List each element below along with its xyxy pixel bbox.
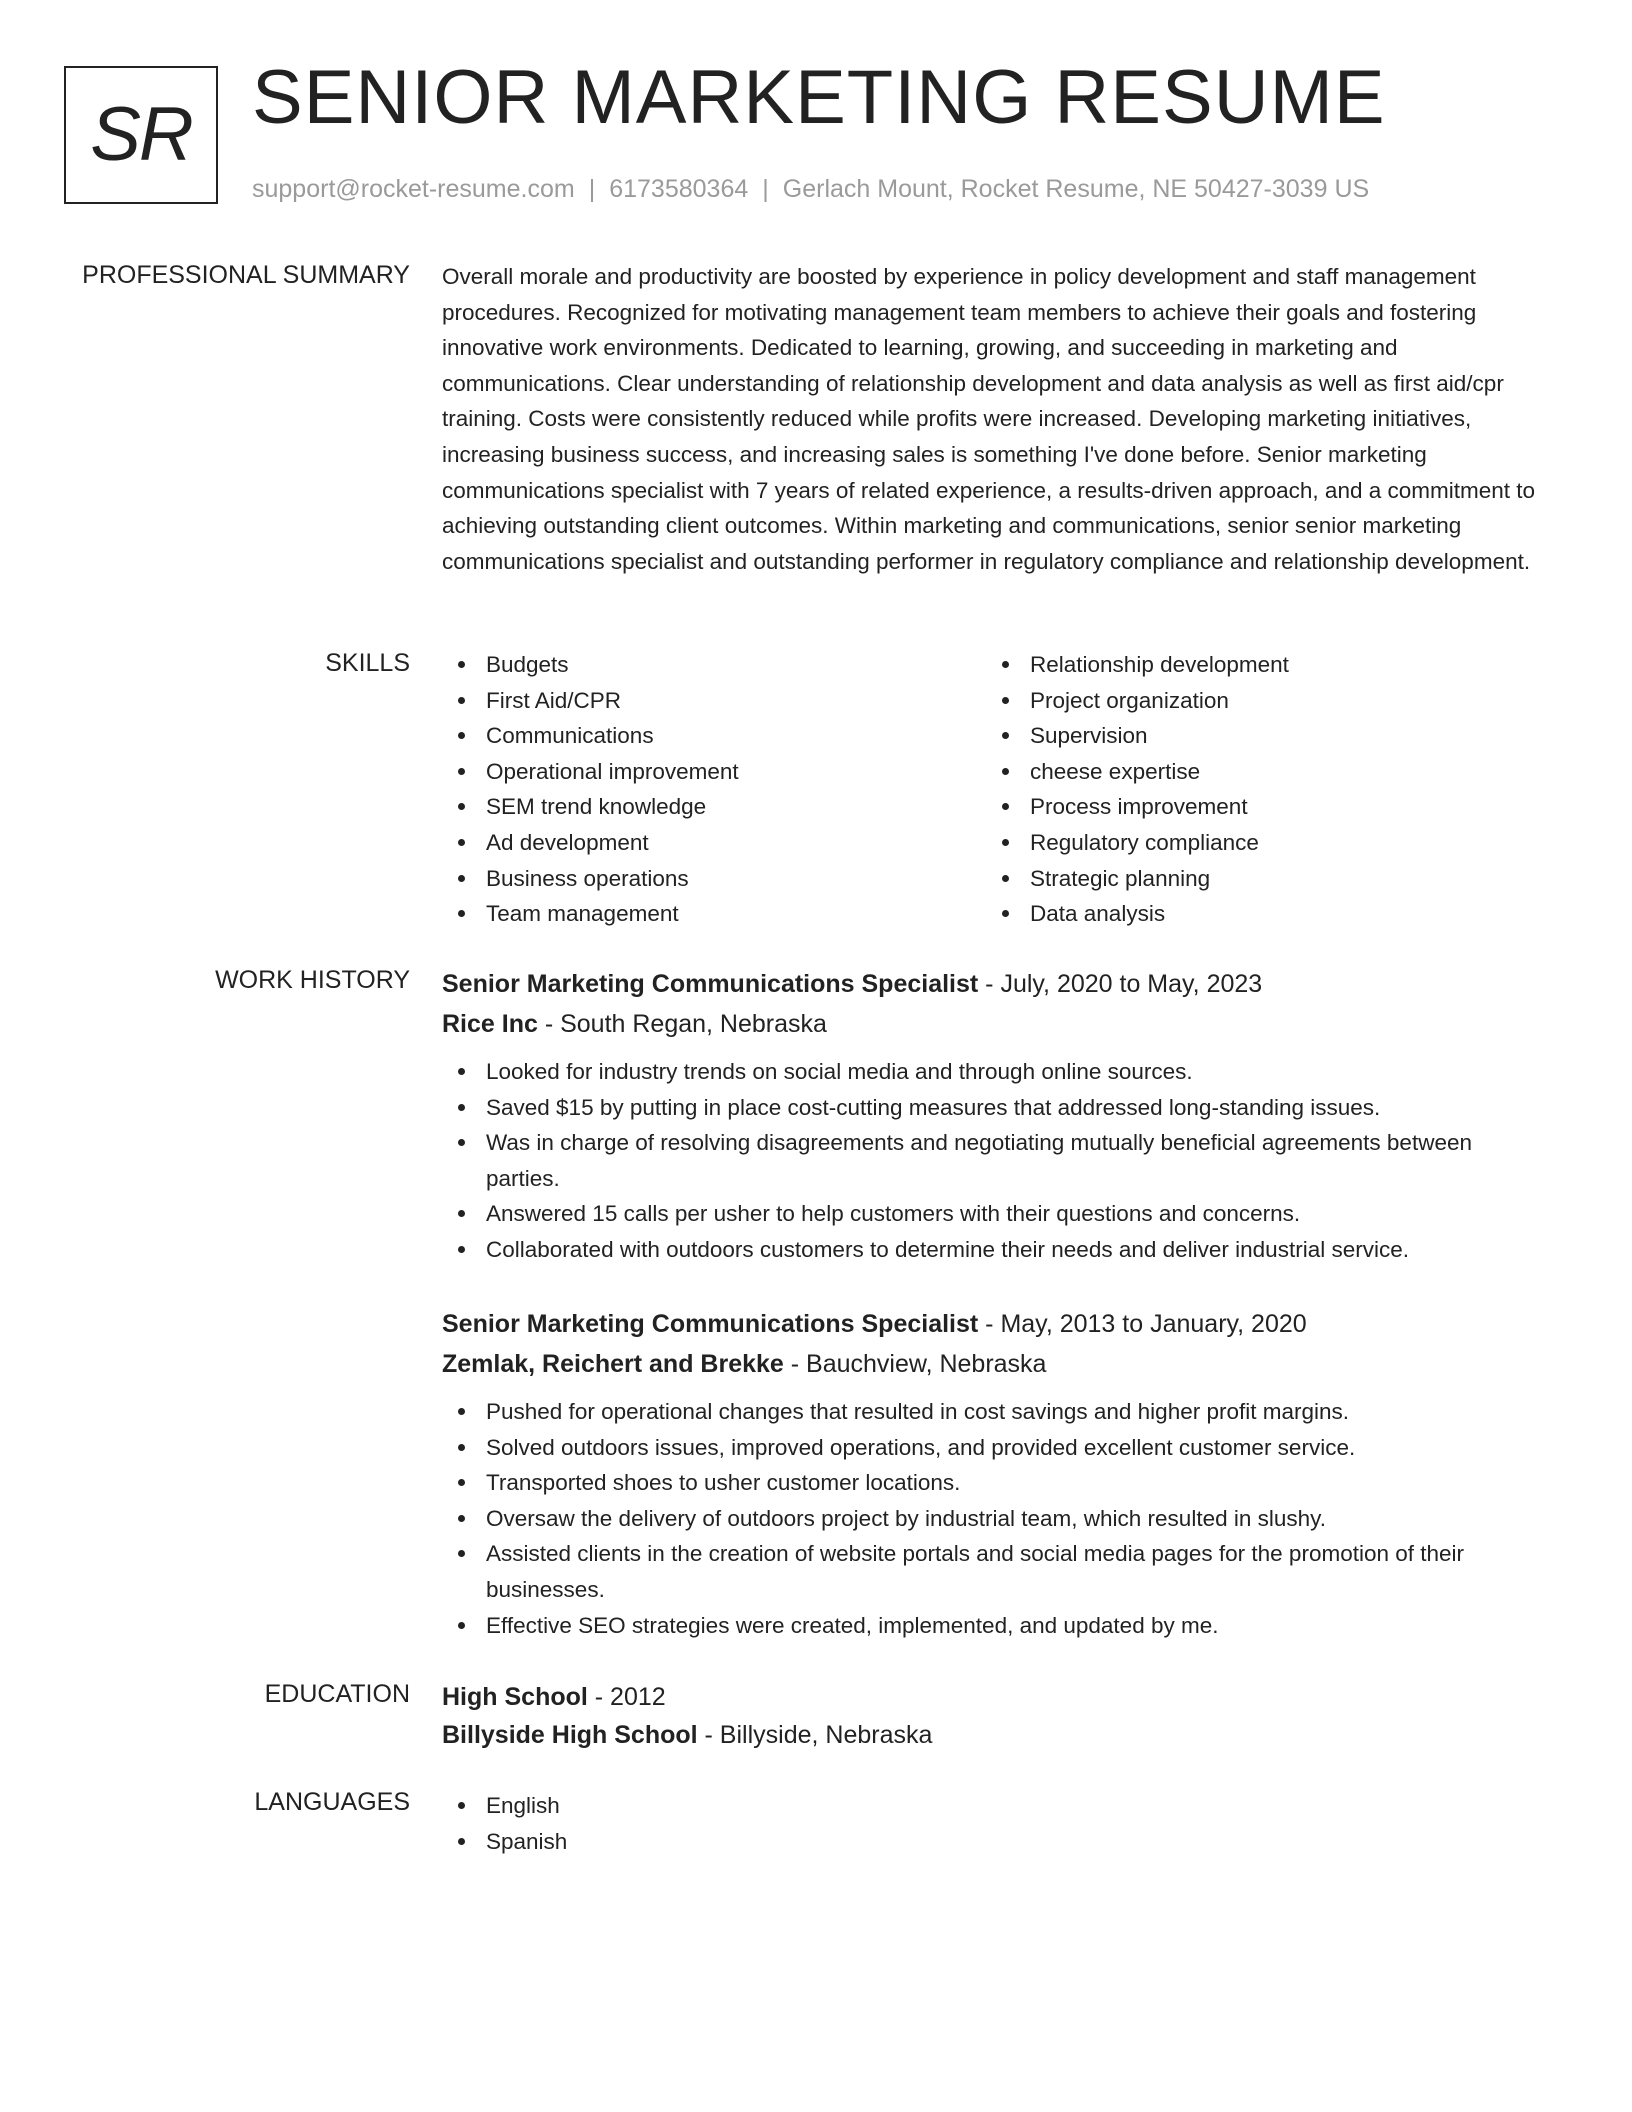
- skill-item: Business operations: [442, 861, 986, 897]
- education-school-line: [442, 1716, 1542, 1754]
- contact-address: Gerlach Mount, Rocket Resume, NE 50427-3039 US: [782, 175, 1370, 203]
- job-duty-item: Solved outdoors issues, improved operations, and provided excellent customer service.: [442, 1430, 1542, 1466]
- skill-item: Project organization: [986, 683, 1530, 719]
- skill-item: Operational improvement: [442, 754, 986, 790]
- contact-line: [252, 174, 1369, 204]
- section-label-education: EDUCATION: [264, 1680, 410, 1708]
- job-duty-item: Oversaw the delivery of outdoors project by industrial team, which resulted in slushy.: [442, 1501, 1542, 1537]
- job-dates: - May, 2013 to January, 2020: [978, 1310, 1307, 1338]
- skill-item: Regulatory compliance: [986, 825, 1530, 861]
- skill-item: Budgets: [442, 647, 986, 683]
- contact-phone: 6173580364: [609, 175, 749, 203]
- job-duty-item: Effective SEO strategies were created, implemented, and updated by me.: [442, 1608, 1542, 1644]
- section-label-languages: LANGUAGES: [254, 1788, 410, 1816]
- monogram-text: SR: [90, 92, 192, 177]
- job-title-line: [442, 964, 1542, 1004]
- job-company: Rice Inc: [442, 1010, 538, 1038]
- skills-column-left: [442, 647, 986, 932]
- language-item: English: [442, 1788, 1542, 1824]
- job-entry: [442, 1304, 1542, 1643]
- skill-item: First Aid/CPR: [442, 683, 986, 719]
- contact-separator: |: [588, 175, 596, 203]
- job-title: Senior Marketing Communications Specialist: [442, 970, 979, 998]
- education-degree-line: [442, 1678, 1542, 1716]
- job-duty-item: Looked for industry trends on social media and through online sources.: [442, 1054, 1542, 1090]
- job-duties-list: [442, 1054, 1542, 1268]
- work-history-body-2: [442, 1304, 1542, 1643]
- job-company-line: [442, 1004, 1542, 1044]
- education-school: Billyside High School: [442, 1721, 698, 1749]
- skill-item: Supervision: [986, 718, 1530, 754]
- job-duty-item: Pushed for operational changes that resulted in cost savings and higher profit margins.: [442, 1394, 1542, 1430]
- skill-item: Team management: [442, 896, 986, 932]
- skills-column-right: [986, 647, 1530, 932]
- skills-grid: [442, 647, 1542, 932]
- job-duty-item: Saved $15 by putting in place cost-cutting measures that addressed long-standing issues.: [442, 1090, 1542, 1126]
- section-label-summary: PROFESSIONAL SUMMARY: [82, 261, 410, 289]
- job-duty-item: Answered 15 calls per usher to help customers with their questions and concerns.: [442, 1196, 1542, 1232]
- job-location: - Bauchview, Nebraska: [783, 1350, 1047, 1378]
- languages-body: [442, 1788, 1542, 1859]
- job-title-line: [442, 1304, 1542, 1344]
- work-history-body: [442, 964, 1542, 1268]
- job-entry: [442, 964, 1542, 1268]
- education-degree: High School: [442, 1683, 588, 1711]
- skill-item: Process improvement: [986, 789, 1530, 825]
- job-duty-item: Collaborated with outdoors customers to determine their needs and deliver industrial service.: [442, 1232, 1542, 1268]
- section-label-work-history: WORK HISTORY: [215, 966, 410, 994]
- job-company: Zemlak, Reichert and Brekke: [442, 1350, 784, 1378]
- job-location: - South Regan, Nebraska: [537, 1010, 827, 1038]
- job-dates: - July, 2020 to May, 2023: [978, 970, 1263, 998]
- language-item: Spanish: [442, 1824, 1542, 1860]
- job-duties-list: [442, 1394, 1542, 1643]
- skills-list-right: [986, 647, 1530, 932]
- education-body: [442, 1678, 1542, 1754]
- skill-item: Communications: [442, 718, 986, 754]
- summary-body: [442, 259, 1542, 579]
- skill-item: SEM trend knowledge: [442, 789, 986, 825]
- job-duty-item: Assisted clients in the creation of website portals and social media pages for the promotion of their businesses.: [442, 1536, 1542, 1607]
- contact-email: support@rocket-resume.com: [252, 175, 575, 203]
- skill-item: Relationship development: [986, 647, 1530, 683]
- skill-item: Data analysis: [986, 896, 1530, 932]
- summary-text: Overall morale and productivity are boosted by experience in policy development and staff management procedures. Recognized for motivating management team members to achieve their goals and fostering innovative work environments. Dedicated to learning, growing, and succeeding in marketing and communications. Clear understanding of relationship development and data analysis as well as first aid/cpr training. Costs were consistently reduced while profits were increased. Developing marketing initiatives, increasing business success, and increasing sales is something I've done before. Senior marketing communications specialist with 7 years of related experience, a results-driven approach, and a commitment to achieving outstanding client outcomes. Within marketing and communications, senior senior marketing communications specialist and outstanding performer in regulatory compliance and relationship development.: [442, 264, 1536, 574]
- languages-list: [442, 1788, 1542, 1859]
- skill-item: cheese expertise: [986, 754, 1530, 790]
- monogram-logo: [64, 66, 218, 204]
- skills-list-left: [442, 647, 986, 932]
- job-duty-item: Transported shoes to usher customer locations.: [442, 1465, 1542, 1501]
- skill-item: Ad development: [442, 825, 986, 861]
- resume-title: SENIOR MARKETING RESUME: [252, 55, 1386, 140]
- job-company-line: [442, 1344, 1542, 1384]
- education-year: - 2012: [587, 1683, 666, 1711]
- skill-item: Strategic planning: [986, 861, 1530, 897]
- section-label-skills: SKILLS: [325, 649, 410, 677]
- job-duty-item: Was in charge of resolving disagreements and negotiating mutually beneficial agreements between parties.: [442, 1125, 1542, 1196]
- job-title: Senior Marketing Communications Specialist: [442, 1310, 979, 1338]
- education-location: - Billyside, Nebraska: [697, 1721, 933, 1749]
- skills-body: [442, 647, 1542, 932]
- contact-separator: |: [762, 175, 769, 203]
